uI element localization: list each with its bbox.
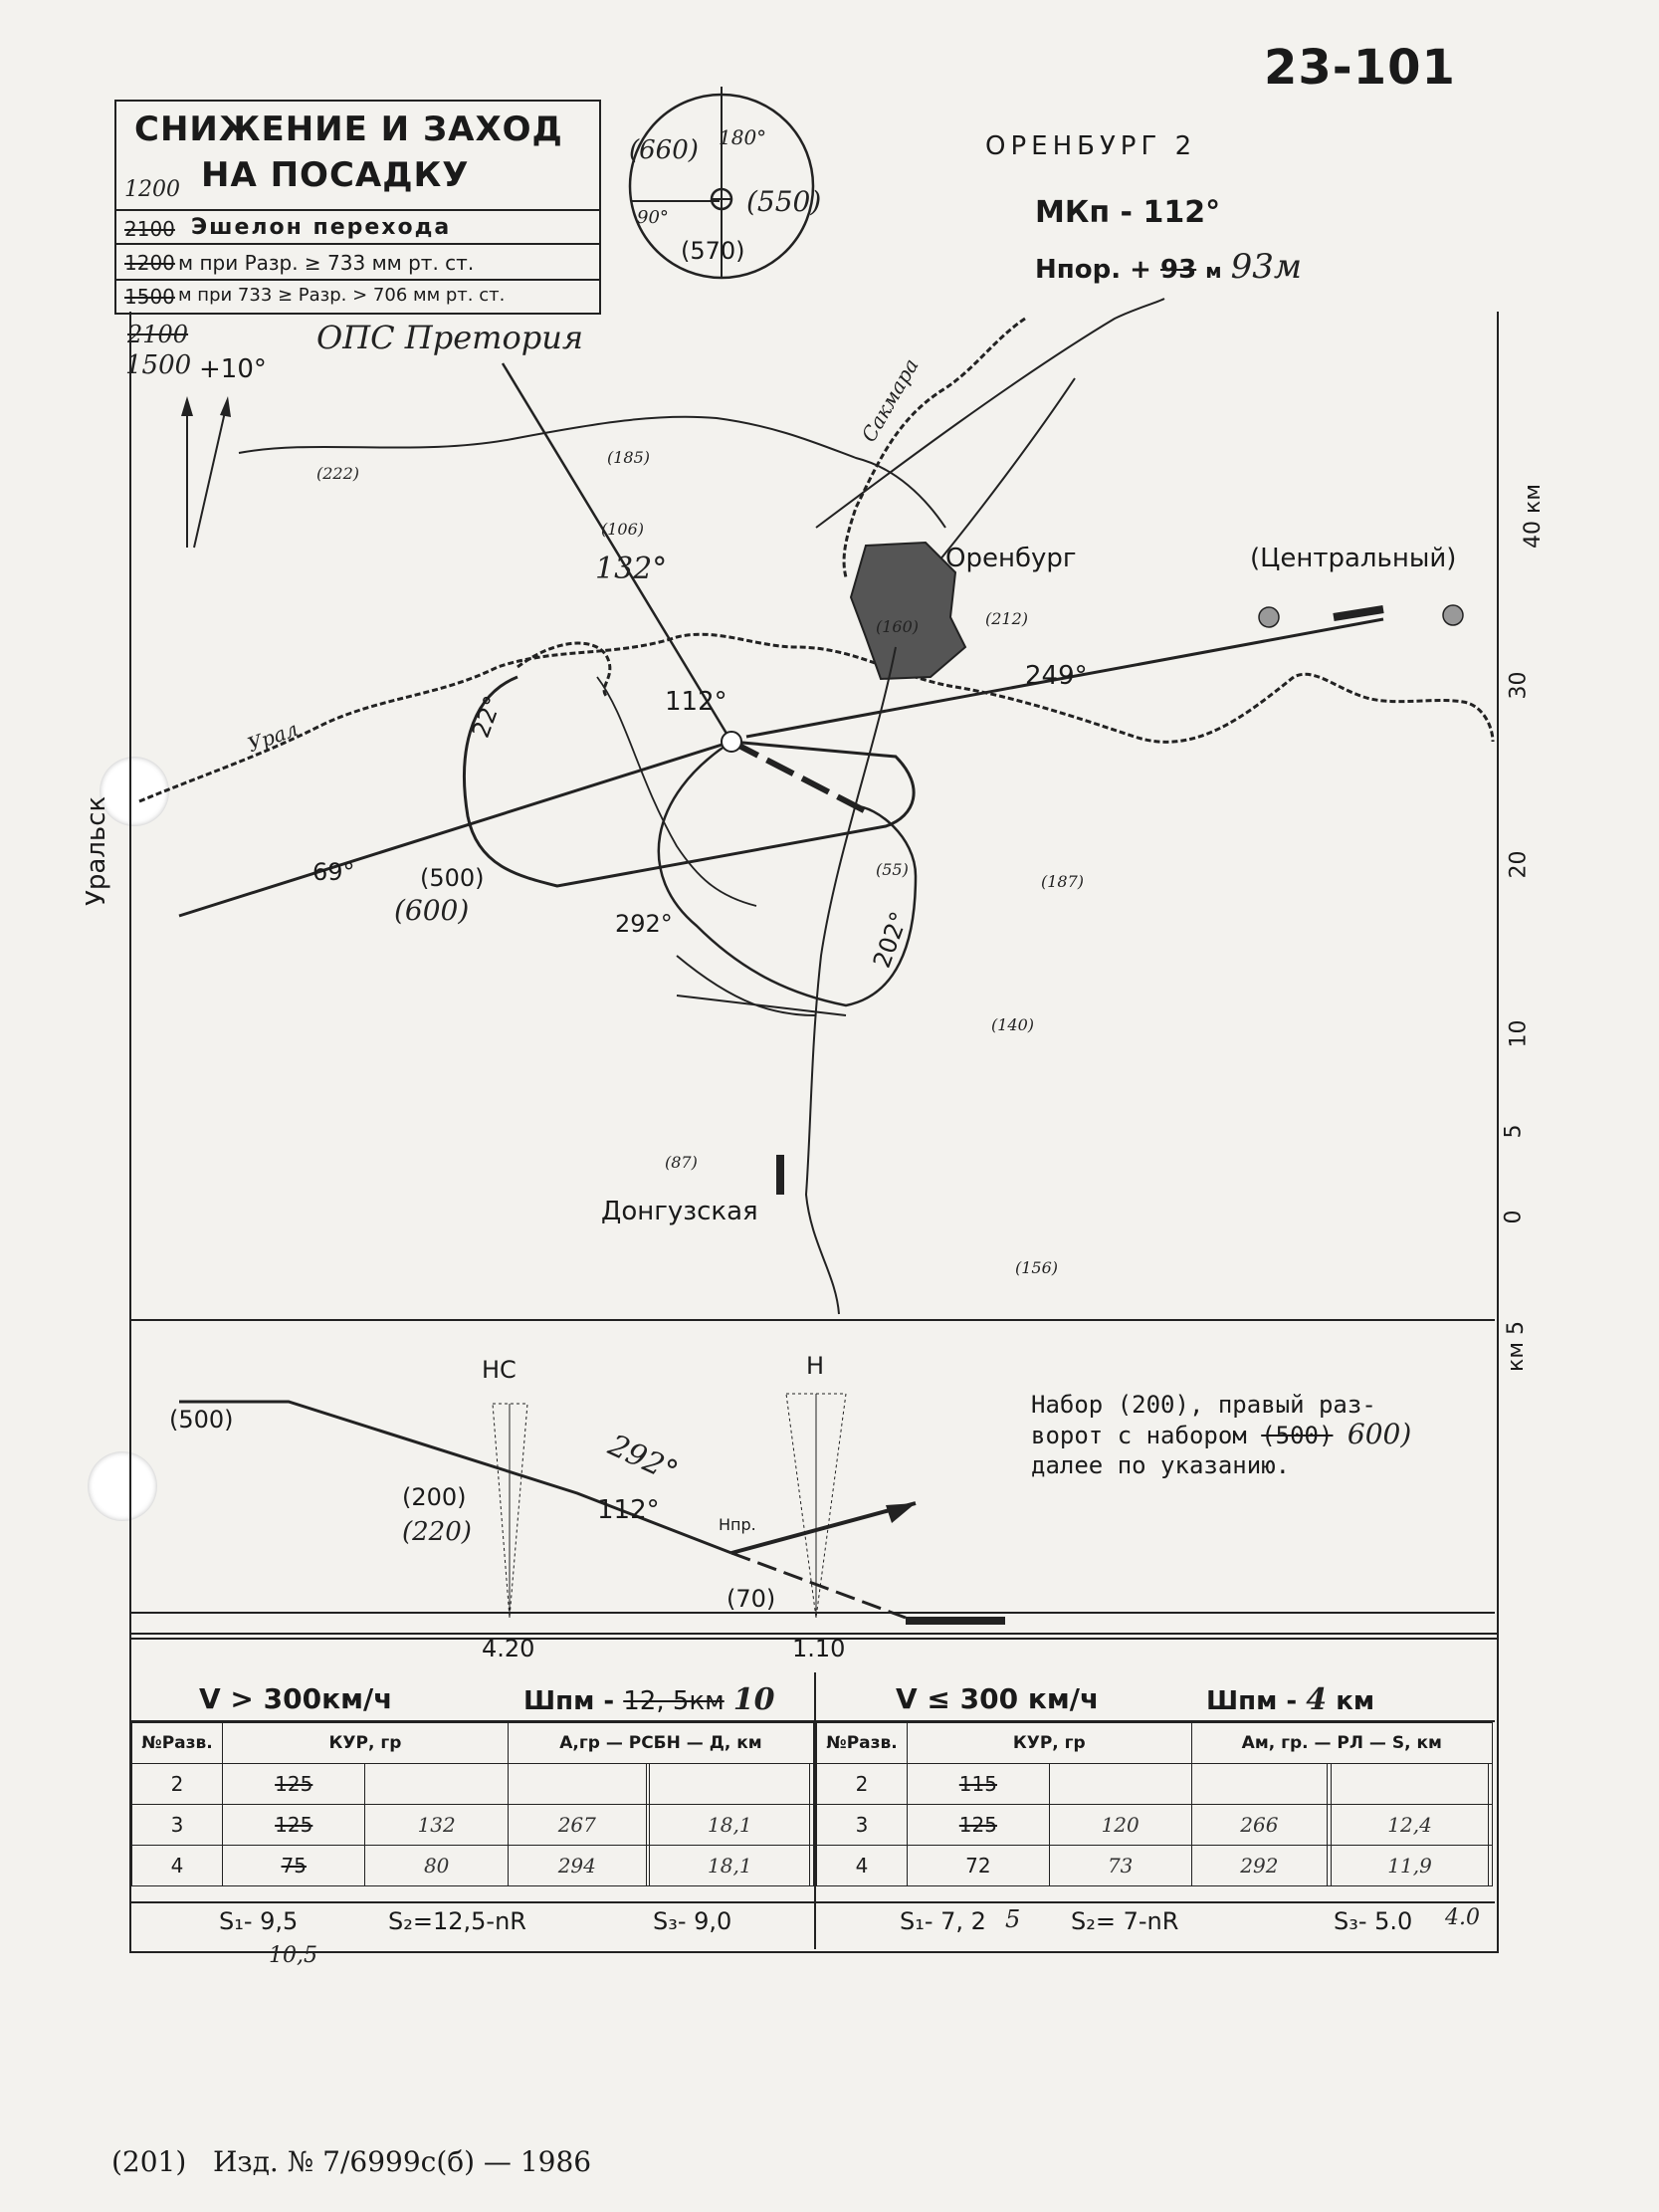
table-row xyxy=(132,1805,814,1846)
row-empty xyxy=(810,1764,814,1805)
obstacle-label: (160) xyxy=(876,617,920,636)
s3-right: S₃- 5.0 xyxy=(1334,1907,1413,1935)
s1-left: S₁- 9,5 xyxy=(219,1907,299,1935)
profile-course-112: 112° xyxy=(597,1495,660,1525)
course-69-label: 69° xyxy=(312,858,355,886)
scale-label: км 5 xyxy=(1503,1321,1529,1372)
condition2-text: м при 733 ≥ Pазр. > 706 мм рт. ст. xyxy=(178,285,506,306)
row-empty xyxy=(810,1805,814,1846)
profile-alt-200: (200) xyxy=(402,1483,467,1511)
profile-alt-220: (220) xyxy=(402,1517,472,1547)
row-s xyxy=(1331,1764,1489,1805)
obstacle-label: (140) xyxy=(991,1015,1035,1034)
profile-note-line2-wrap xyxy=(1031,1420,1411,1450)
profile-note xyxy=(1031,1390,1411,1480)
hpor-handwritten: 93м xyxy=(1230,247,1303,287)
profile-note-line1: Набор (200), правый раз- xyxy=(1031,1391,1376,1419)
s1-right: S₁- 7, 2 xyxy=(900,1907,986,1935)
course-22-label: 22° xyxy=(466,692,508,742)
row-a: 294 xyxy=(508,1846,646,1886)
condition1-text: м при Pазр. ≥ 733 мм рт. ст. xyxy=(178,251,475,275)
msa-sector-south: (570) xyxy=(681,237,745,265)
transition-old: 2100 xyxy=(124,217,175,241)
hpor-old: 93 xyxy=(1159,255,1197,285)
profile-alt-70: (70) xyxy=(726,1585,776,1613)
row-d xyxy=(650,1764,810,1805)
col-a-header: Ам, гр. — РЛ — S, км xyxy=(1191,1723,1492,1764)
obstacle-label: (212) xyxy=(985,609,1029,628)
obstacle-label: (222) xyxy=(316,464,360,483)
chart-number: 23-101 xyxy=(1264,40,1456,96)
row-a xyxy=(1191,1764,1328,1805)
vor-symbol xyxy=(722,732,741,752)
left-shpm-new: 10 xyxy=(732,1682,775,1717)
magnetic-north-arrow xyxy=(194,403,227,548)
map-alt-new: 1500 xyxy=(125,350,192,380)
right-shpm-unit: км xyxy=(1336,1686,1375,1716)
map-alt-600: (600) xyxy=(394,894,470,927)
profile-alt-500: (500) xyxy=(169,1406,234,1434)
mk-course: МКп - 112° xyxy=(1035,195,1221,230)
scale-label: 5 xyxy=(1501,1124,1527,1139)
course-132-label: 132° xyxy=(595,552,668,586)
footer-code: (201) xyxy=(111,2145,187,2178)
profile-note-old: (500) xyxy=(1261,1422,1334,1449)
right-shpm-wrap xyxy=(1206,1682,1374,1717)
row-kur-new: 73 xyxy=(1049,1846,1191,1886)
transition-label: Эшелон перехода xyxy=(191,215,452,240)
profile-note-new: 600) xyxy=(1347,1418,1412,1450)
col-kur-header: КУР, гр xyxy=(908,1723,1192,1764)
row-kur-new: 120 xyxy=(1049,1805,1191,1846)
row-empty xyxy=(1489,1805,1493,1846)
profile-note-line3: далее по указанию. xyxy=(1031,1451,1291,1479)
row-n: 4 xyxy=(817,1846,908,1886)
handwritten-point-pretoria: ОПС Претория xyxy=(316,319,584,356)
map-alt-old: 2100 xyxy=(127,321,189,348)
airport-central-label: (Центральный) xyxy=(1250,544,1457,573)
msa-bearing-west: 90° xyxy=(637,207,669,228)
obstacle-label: (187) xyxy=(1041,872,1085,891)
handwritten-1200: 1200 xyxy=(124,177,180,202)
row-n: 3 xyxy=(817,1805,908,1846)
hpor-unit: м xyxy=(1205,259,1222,283)
row-n: 2 xyxy=(817,1764,908,1805)
s2-left: S₂=12,5-nR xyxy=(388,1907,526,1935)
profile-note-line2: ворот с набором xyxy=(1031,1422,1247,1449)
profile-dist-ns: 4.20 xyxy=(482,1635,535,1662)
left-shpm-label: Шпм - xyxy=(523,1686,615,1716)
s3-right-hand: 4.0 xyxy=(1445,1905,1480,1930)
msa-sector-west: (660) xyxy=(629,135,699,165)
obstacle-label: (87) xyxy=(665,1153,698,1172)
hpor-text: Нпор. + xyxy=(1035,255,1151,285)
scale-label: 0 xyxy=(1501,1210,1527,1224)
profile-divider xyxy=(129,1319,1495,1321)
profile-ns: НС xyxy=(482,1356,517,1384)
row-n: 2 xyxy=(132,1764,223,1805)
city-orenburg-label: Оренбург xyxy=(945,544,1077,573)
condition1-alt: 1200 xyxy=(124,251,175,275)
right-table xyxy=(816,1722,1493,1886)
footer-publication: Изд. № 7/6999с(б) — 1986 xyxy=(213,2145,592,2178)
left-shpm-wrap xyxy=(523,1682,775,1717)
row-a xyxy=(508,1764,646,1805)
row-kur-new xyxy=(365,1764,508,1805)
footer xyxy=(111,2145,591,2178)
right-speed: V ≤ 300 км/ч xyxy=(896,1682,1100,1715)
condition2-alt: 1500 xyxy=(124,285,175,309)
central-airport-symbol xyxy=(1259,607,1279,627)
scale-label: 40 км xyxy=(1520,484,1546,549)
row-d: 18,1 xyxy=(650,1846,810,1886)
row-a: 266 xyxy=(1191,1805,1328,1846)
row-empty xyxy=(1489,1846,1493,1886)
row-n: 4 xyxy=(132,1846,223,1886)
title-line1: СНИЖЕНИЕ И ЗАХОД xyxy=(134,110,563,149)
row-kur-new: 132 xyxy=(365,1805,508,1846)
left-table xyxy=(131,1722,814,1886)
col-a-header: А,гр — РСБН — Д, км xyxy=(508,1723,813,1764)
title-line2: НА ПОСАДКУ xyxy=(201,155,470,195)
s1-right-hand: 5 xyxy=(1005,1905,1021,1933)
town-uralsk-label: Уральск xyxy=(82,795,111,906)
s1-left-hand: 10,5 xyxy=(269,1943,317,1968)
right-shpm-new: 4 xyxy=(1306,1682,1328,1717)
row-s: 12,4 xyxy=(1331,1805,1489,1846)
scale-label: 20 xyxy=(1506,850,1532,879)
airport-name: ОРЕНБУРГ 2 xyxy=(985,131,1197,161)
right-shpm-label: Шпм - xyxy=(1206,1686,1298,1716)
row-n: 3 xyxy=(132,1805,223,1846)
row-kur-old: 125 xyxy=(908,1805,1050,1846)
msa-sector-east: (550) xyxy=(746,185,822,218)
profile-n: Н xyxy=(806,1352,825,1380)
table-row xyxy=(132,1846,814,1886)
row-a: 292 xyxy=(1191,1846,1328,1886)
table-s-divider xyxy=(129,1901,1495,1903)
s3-left: S₃- 9,0 xyxy=(653,1907,732,1935)
msa-bearing-north: 180° xyxy=(719,125,767,149)
profile-hpr: Нпр. xyxy=(719,1515,756,1534)
scale-label: 30 xyxy=(1506,671,1532,700)
profile-course-292: 292° xyxy=(602,1428,684,1490)
map-alt-500: (500) xyxy=(420,864,485,892)
town-dongus-label: Донгузская xyxy=(601,1197,758,1226)
table-row xyxy=(817,1764,1493,1805)
left-shpm-old: 12, 5км xyxy=(623,1686,725,1716)
obstacle-label: (156) xyxy=(1015,1258,1059,1277)
row-a: 267 xyxy=(508,1805,646,1846)
col-n-header: №Разв. xyxy=(132,1723,223,1764)
obstacle-label: (185) xyxy=(607,448,651,467)
profile-dist-n: 1.10 xyxy=(792,1635,846,1662)
row-empty xyxy=(1489,1764,1493,1805)
scale-label: 10 xyxy=(1506,1019,1532,1048)
row-d: 18,1 xyxy=(650,1805,810,1846)
row-kur-new xyxy=(1049,1764,1191,1805)
row-kur-old: 125 xyxy=(223,1805,365,1846)
obstacle-label: (55) xyxy=(876,860,909,879)
table-row xyxy=(817,1846,1493,1886)
s2-right: S₂= 7-nR xyxy=(1071,1907,1179,1935)
map-magvar: +10° xyxy=(199,354,267,384)
central-airport-symbol-2 xyxy=(1443,605,1463,625)
row-s: 11,9 xyxy=(1331,1846,1489,1886)
col-n-header: №Разв. xyxy=(817,1723,908,1764)
row-kur-old: 125 xyxy=(223,1764,365,1805)
row-kur-old: 115 xyxy=(908,1764,1050,1805)
row-kur-old: 72 xyxy=(908,1846,1050,1886)
course-202-label: 202° xyxy=(867,908,914,972)
river-ural-label: Урал xyxy=(244,716,302,758)
col-kur-header: КУР, гр xyxy=(223,1723,509,1764)
river-sakmara-label: Сакмара xyxy=(856,353,924,447)
table-row xyxy=(817,1805,1493,1846)
row-empty xyxy=(810,1846,814,1886)
course-112-label: 112° xyxy=(665,687,727,717)
row-kur-new: 80 xyxy=(365,1846,508,1886)
row-kur-old: 75 xyxy=(223,1846,365,1886)
course-249-label: 249° xyxy=(1025,661,1088,691)
table-row xyxy=(132,1764,814,1805)
obstacle-label: (106) xyxy=(601,520,645,539)
course-292-label: 292° xyxy=(615,910,673,938)
left-speed: V > 300км/ч xyxy=(199,1682,393,1715)
